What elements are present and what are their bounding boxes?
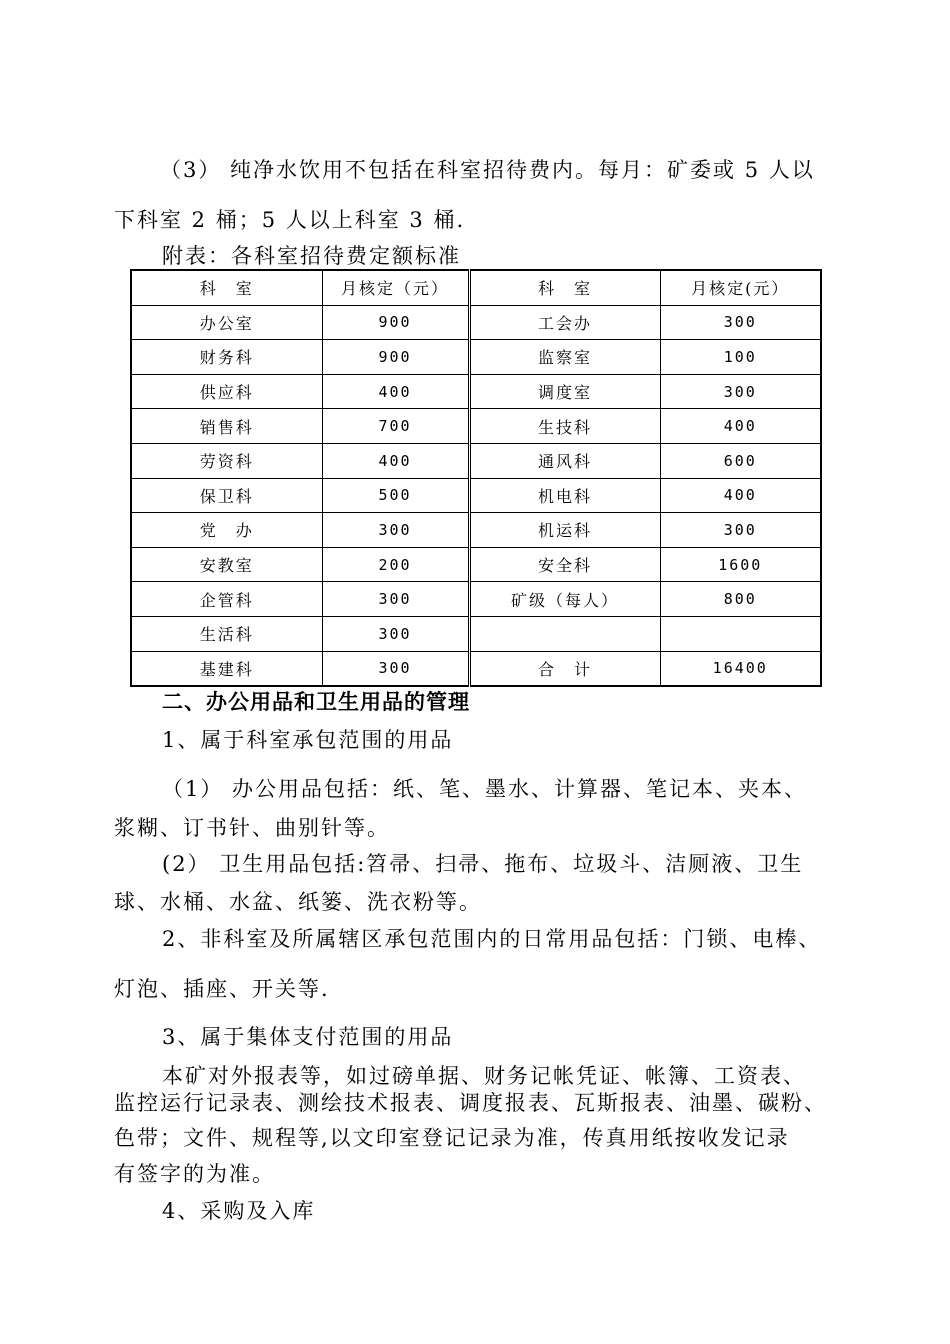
- monthly-quota-cell: 400: [322, 374, 469, 409]
- table-row: [131, 582, 821, 617]
- monthly-quota-cell: 300: [322, 513, 469, 548]
- item-1-office-supplies-line-2: 浆糊、订书针、曲别针等。: [114, 816, 390, 840]
- item-1-sanitary-supplies-line-1: (2） 卫生用品包括:笤帚、扫帚、拖布、垃圾斗、洁厕液、卫生: [162, 852, 804, 876]
- department-cell: [469, 616, 660, 651]
- department-cell: 劳资科: [131, 443, 322, 478]
- table-row: [131, 374, 821, 409]
- department-cell: 调度室: [469, 374, 660, 409]
- item-1-office-supplies-line-1: （1） 办公用品包括：纸、笔、墨水、计算器、笔记本、夹本、: [162, 777, 808, 801]
- table-row: [131, 478, 821, 513]
- department-cell: 通风科: [469, 443, 660, 478]
- table-row: [131, 547, 821, 582]
- item-2-line-1: 2、非科室及所属辖区承包范围内的日常用品包括：门锁、电棒、: [162, 927, 822, 951]
- department-cell: 办公室: [131, 305, 322, 340]
- department-cell: 销售科: [131, 409, 322, 444]
- header-department: 科 室: [469, 270, 660, 305]
- department-cell: 安全科: [469, 547, 660, 582]
- department-cell: 供应科: [131, 374, 322, 409]
- department-cell: 生活科: [131, 616, 322, 651]
- department-cell: 合 计: [469, 651, 660, 686]
- monthly-quota-cell: 300: [660, 513, 821, 548]
- monthly-quota-cell: 300: [322, 651, 469, 686]
- item-3-paragraph-line-3: 色带；文件、规程等,以文印室登记记录为准，传真用纸按收发记录: [114, 1126, 790, 1150]
- monthly-quota-cell: 900: [322, 340, 469, 375]
- header-monthly-quota: 月核定(元）: [660, 270, 821, 305]
- table-row: [131, 305, 821, 340]
- monthly-quota-cell: 400: [660, 409, 821, 444]
- department-cell: 工会办: [469, 305, 660, 340]
- monthly-quota-cell: 600: [660, 443, 821, 478]
- department-cell: 党 办: [131, 513, 322, 548]
- department-cell: 保卫科: [131, 478, 322, 513]
- table-row: [131, 340, 821, 375]
- item-4-heading: 4、采购及入库: [162, 1199, 316, 1223]
- monthly-quota-cell: 300: [660, 305, 821, 340]
- monthly-quota-cell: 16400: [660, 651, 821, 686]
- monthly-quota-cell: 300: [322, 582, 469, 617]
- table-header-row: [131, 270, 821, 305]
- table-row: [131, 513, 821, 548]
- department-cell: 机运科: [469, 513, 660, 548]
- monthly-quota-cell: [660, 616, 821, 651]
- item-3-paragraph-line-2: 监控运行记录表、测绘技术报表、调度报表、瓦斯报表、油墨、碳粉、: [114, 1091, 827, 1115]
- item-2-line-2: 灯泡、插座、开关等.: [114, 977, 330, 1001]
- section-2-heading: 二、办公用品和卫生用品的管理: [162, 689, 470, 714]
- hospitality-fee-table: [130, 269, 822, 687]
- department-cell: 监察室: [469, 340, 660, 375]
- item-3-heading: 3、属于集体支付范围的用品: [162, 1025, 454, 1049]
- monthly-quota-cell: 500: [322, 478, 469, 513]
- department-cell: 安教室: [131, 547, 322, 582]
- department-cell: 机电科: [469, 478, 660, 513]
- item-3-paragraph-line-1: 本矿对外报表等，如过磅单据、财务记帐凭证、帐簿、工资表、: [162, 1064, 806, 1088]
- department-cell: 基建科: [131, 651, 322, 686]
- paragraph-3-line-2: 下科室 2 桶；5 人以上科室 3 桶.: [114, 208, 466, 232]
- department-cell: 矿级（每人）: [469, 582, 660, 617]
- monthly-quota-cell: 700: [322, 409, 469, 444]
- monthly-quota-cell: 1600: [660, 547, 821, 582]
- department-cell: 企管科: [131, 582, 322, 617]
- table-row: [131, 616, 821, 651]
- table-row: [131, 443, 821, 478]
- monthly-quota-cell: 300: [660, 374, 821, 409]
- table-row: [131, 651, 821, 686]
- monthly-quota-cell: 400: [322, 443, 469, 478]
- monthly-quota-cell: 900: [322, 305, 469, 340]
- table-caption: 附表：各科室招待费定额标准: [162, 244, 461, 268]
- table-row: [131, 409, 821, 444]
- monthly-quota-cell: 400: [660, 478, 821, 513]
- header-department: 科 室: [131, 270, 322, 305]
- item-1-heading: 1、属于科室承包范围的用品: [162, 728, 454, 752]
- monthly-quota-cell: 800: [660, 582, 821, 617]
- department-cell: 生技科: [469, 409, 660, 444]
- monthly-quota-cell: 300: [322, 616, 469, 651]
- item-3-paragraph-line-4: 有签字的为准。: [114, 1162, 275, 1186]
- item-1-sanitary-supplies-line-2: 球、水桶、水盆、纸篓、洗衣粉等。: [114, 890, 482, 914]
- monthly-quota-cell: 100: [660, 340, 821, 375]
- monthly-quota-cell: 200: [322, 547, 469, 582]
- department-cell: 财务科: [131, 340, 322, 375]
- paragraph-3-line-1: （3） 纯净水饮用不包括在科室招待费内。每月：矿委或 5 人以: [160, 158, 815, 182]
- header-monthly-quota: 月核定（元）: [322, 270, 469, 305]
